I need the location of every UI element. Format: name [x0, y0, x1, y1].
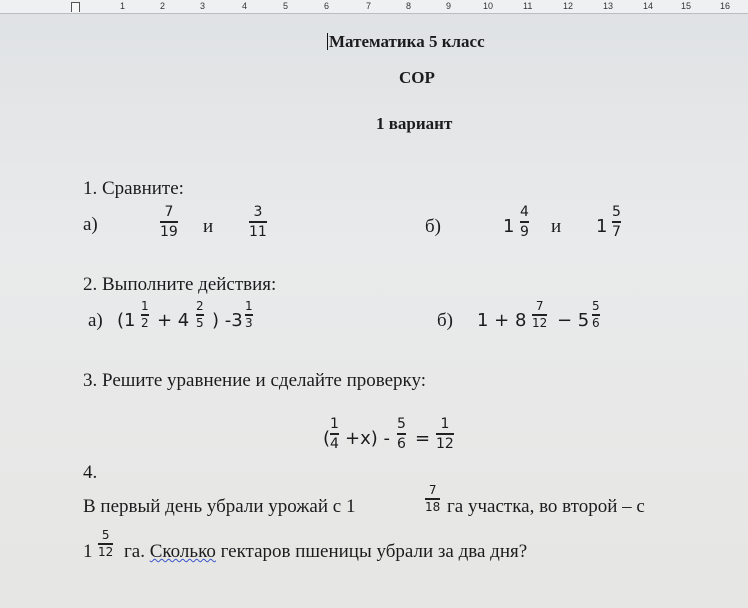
- ruler-label: 12: [563, 1, 574, 11]
- text-cursor: [327, 33, 328, 50]
- task2-a-label: а): [88, 310, 103, 331]
- whole-number: 1: [503, 216, 515, 237]
- fraction: 4 9: [520, 204, 529, 240]
- whole-number: 1: [596, 216, 608, 237]
- expr-part: =: [415, 428, 431, 449]
- ruler-label: 3: [200, 1, 206, 11]
- expr-part: 1 + 8: [477, 310, 527, 331]
- spellcheck-underline: Сколько: [149, 541, 216, 562]
- fraction: 5 6: [592, 299, 600, 330]
- ruler-label: 9: [446, 1, 452, 11]
- task4-line1-start: В первый день убрали урожай с 1: [83, 496, 356, 517]
- ruler-label: 6: [324, 1, 330, 11]
- ruler-label: 2: [160, 1, 166, 11]
- fraction: 1 2: [141, 299, 149, 330]
- fraction: 7 18: [425, 483, 441, 514]
- task2-b-label: б): [437, 310, 453, 331]
- ruler-label: 16: [720, 1, 731, 11]
- and-word: и: [551, 216, 562, 237]
- fraction: 2 5: [196, 299, 204, 330]
- ruler-label: 5: [283, 1, 289, 11]
- expr-part: ) -3: [212, 310, 243, 331]
- ruler-label: 11: [523, 1, 533, 11]
- task4-line2: га. Сколько гектаров пшеницы убрали за два дня?: [124, 541, 528, 562]
- task4-line1-end: га участка, во второй – с: [447, 496, 645, 517]
- task1-a-label: а): [83, 214, 98, 235]
- task1-heading: 1. Сравните:: [83, 178, 184, 199]
- expr-part: +x) -: [345, 428, 390, 449]
- document-title: Математика 5 класс: [329, 32, 485, 51]
- fraction: 5 6: [397, 416, 406, 452]
- fraction: 5 7: [612, 204, 621, 240]
- fraction: 7 12: [532, 299, 548, 330]
- task3-heading: 3. Решите уравнение и сделайте проверку:: [83, 370, 427, 391]
- ruler-label: 1: [120, 1, 126, 11]
- expr-part: + 4: [157, 310, 190, 331]
- ruler-label: 8: [406, 1, 412, 11]
- expr-part: − 5: [557, 310, 590, 331]
- fraction: 1 3: [245, 299, 253, 330]
- fraction: 5 12: [98, 528, 114, 559]
- expr-part: (1: [117, 310, 136, 331]
- fraction: 1 4: [330, 416, 339, 452]
- ruler-label: 7: [366, 1, 372, 11]
- and-word: и: [203, 216, 214, 237]
- fraction: 7 19: [160, 204, 178, 240]
- fraction: 1 12: [436, 416, 454, 452]
- ruler-label: 10: [483, 1, 494, 11]
- ruler[interactable]: [0, 0, 748, 14]
- fraction: 3 11: [249, 204, 267, 240]
- ruler-label: 14: [643, 1, 654, 11]
- expr-part: (: [323, 428, 331, 449]
- ruler-label: 15: [681, 1, 692, 11]
- task2-heading: 2. Выполните действия:: [83, 274, 277, 295]
- task1-b-label: б): [425, 216, 441, 237]
- variant-label: 1 вариант: [376, 114, 453, 133]
- task4-line2-whole: 1: [83, 541, 93, 562]
- task4-number: 4.: [83, 462, 98, 483]
- document-subtitle: СОР: [399, 68, 435, 87]
- ruler-label: 13: [603, 1, 614, 11]
- indent-marker[interactable]: [71, 2, 80, 12]
- ruler-label: 4: [242, 1, 248, 11]
